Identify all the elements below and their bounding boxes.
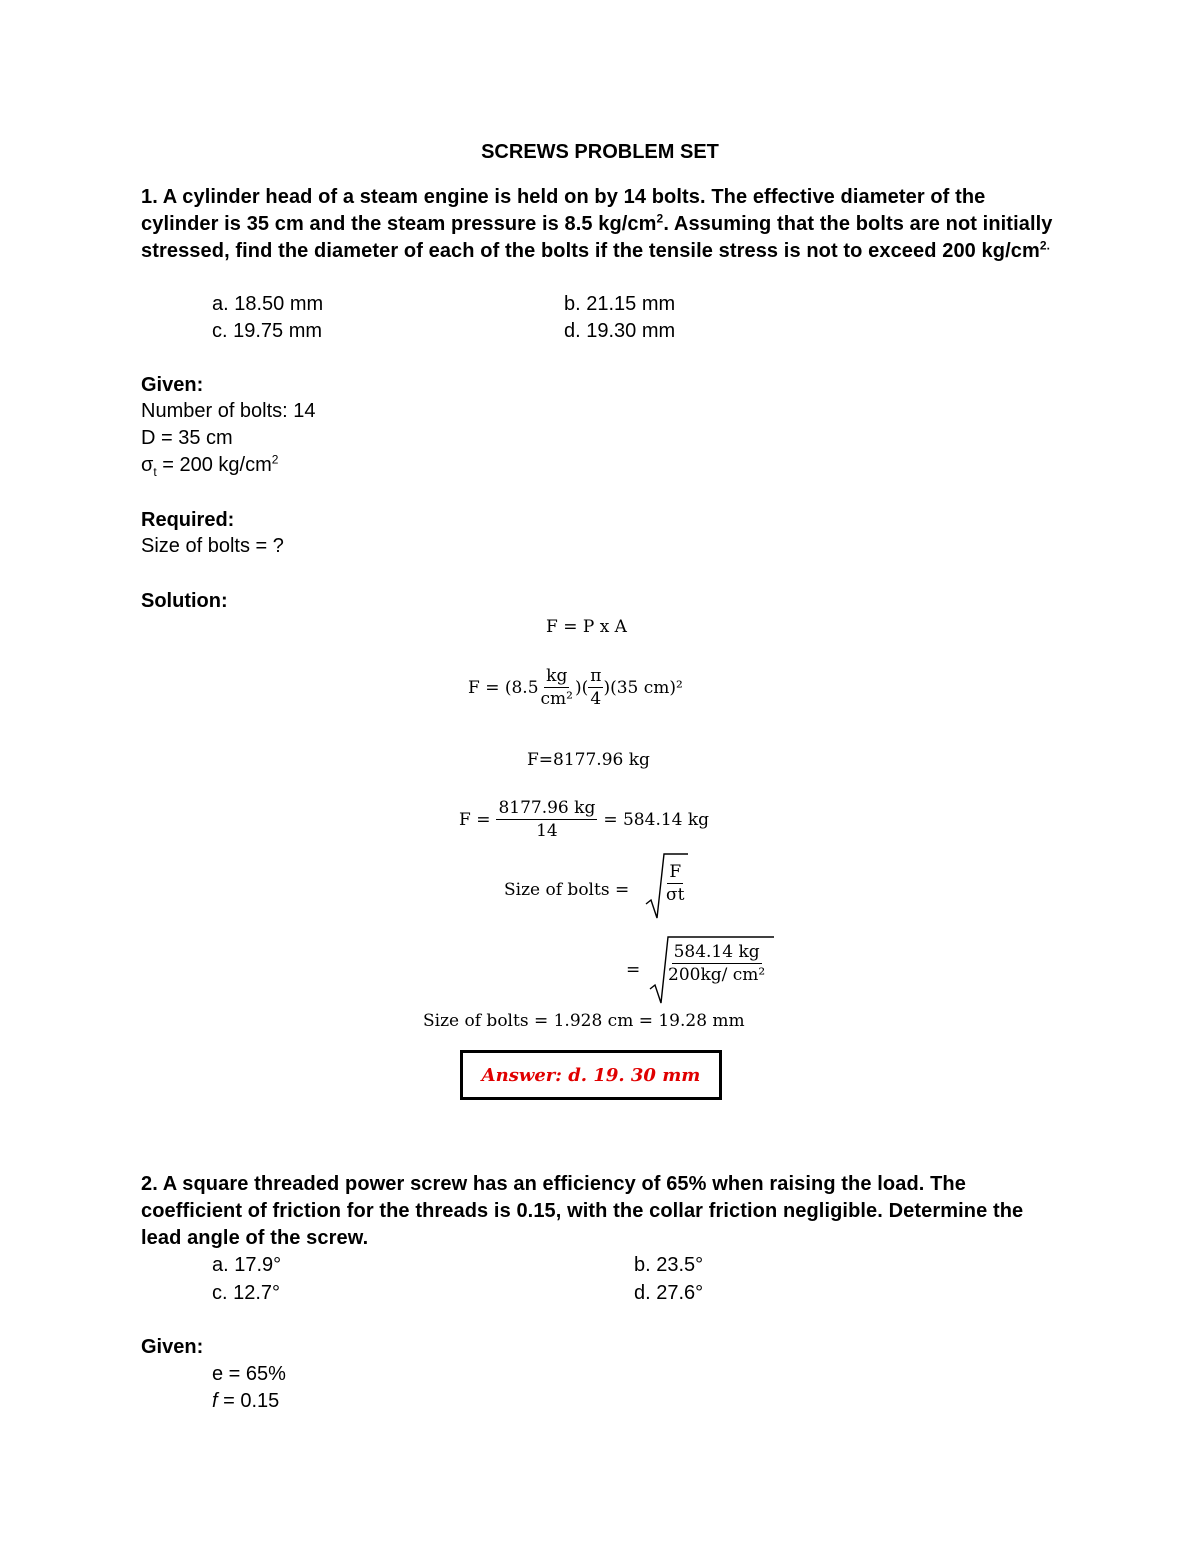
friction-value: = 0.15 — [217, 1390, 280, 1412]
numerator: π — [590, 666, 602, 686]
eq-rhs: )(35 cm)² — [603, 678, 683, 698]
superscript: 2 — [656, 211, 664, 226]
eq-lhs: F = — [459, 810, 491, 830]
choice-a: a. 17.9° — [212, 1254, 282, 1276]
denominator: 200kg/ cm² — [668, 965, 766, 985]
given-bolts: Number of bolts: 14 — [141, 400, 316, 422]
problem-1-text-part2: . Assuming that the bolts are not initially stressed, find the diameter of each of the bolts if the tensile stress is not to exceed 200 kg/cm — [141, 213, 1053, 262]
equation-size-lhs: Size of bolts = — [504, 880, 630, 900]
numerator: 8177.96 kg — [498, 798, 596, 818]
sigma-symbol: σ — [141, 454, 154, 476]
given-label: Given: — [141, 374, 204, 396]
denominator: cm² — [540, 689, 573, 709]
solution-label: Solution: — [141, 590, 228, 612]
fraction-force-per-bolt — [496, 800, 597, 840]
answer-box — [460, 1050, 722, 1100]
choice-d: d. 27.6° — [634, 1282, 704, 1304]
given-label: Given: — [141, 1336, 204, 1358]
stress-value: = 200 kg/cm — [156, 454, 272, 476]
fraction-stress-substitution — [666, 944, 767, 984]
problem-1-text-part1: 1. A cylinder head of a steam engine is held on by 14 bolts. The effective diameter of the cylinder is 35 cm and the steam pressure is 8.5 kg/cm — [141, 186, 986, 235]
given-diameter: D = 35 cm — [141, 427, 233, 449]
choice-a: a. 18.50 mm — [212, 293, 324, 315]
fraction-kg-per-cm2 — [539, 668, 575, 708]
superscript: 2 — [271, 452, 279, 467]
eq-rhs: = 584.14 kg — [603, 810, 710, 830]
fraction-pi-over-4 — [588, 668, 603, 708]
numerator: kg — [546, 666, 568, 686]
equation-force-per-bolt — [459, 800, 709, 840]
given-friction — [212, 1388, 279, 1414]
choice-c: c. 12.7° — [212, 1282, 281, 1304]
denominator: 4 — [590, 689, 602, 709]
eq-lhs: F = (8.5 — [468, 678, 539, 698]
numerator: 584.14 kg — [673, 942, 760, 962]
denominator: 14 — [536, 821, 558, 841]
equation-size-result: Size of bolts = 1.928 cm = 19.28 mm — [423, 1011, 745, 1031]
page-title: SCREWS PROBLEM SET — [481, 141, 719, 163]
choice-c: c. 19.75 mm — [212, 320, 323, 342]
problem-1-statement — [141, 184, 1061, 265]
required-label: Required: — [141, 509, 235, 531]
given-efficiency: e = 65% — [212, 1363, 286, 1385]
answer-text: Answer: d. 19. 30 mm — [481, 1064, 701, 1086]
eq-mid: )( — [574, 678, 589, 698]
equation-force-result: F=8177.96 kg — [527, 750, 650, 770]
friction-symbol: f — [212, 1390, 218, 1412]
choice-d: d. 19.30 mm — [564, 320, 676, 342]
numerator: F — [669, 862, 682, 882]
equation-equals: = — [626, 960, 641, 980]
required-text: Size of bolts = ? — [141, 535, 284, 557]
fraction-force-over-stress — [664, 864, 686, 904]
given-stress — [141, 452, 278, 478]
denominator: σt — [666, 885, 685, 905]
choice-b: b. 23.5° — [634, 1254, 704, 1276]
equation-force-substitution — [468, 668, 683, 708]
subscript: t — [153, 465, 157, 479]
problem-2-statement: 2. A square threaded power screw has an efficiency of 65% when raising the load. The coefficient of friction for the threads is 0.15, with the collar friction negligible. Determine the lead angle of the screw. — [141, 1173, 1024, 1249]
choice-b: b. 21.15 mm — [564, 293, 676, 315]
equation-force-definition: F = P x A — [546, 617, 627, 637]
superscript: 2. — [1039, 238, 1051, 253]
